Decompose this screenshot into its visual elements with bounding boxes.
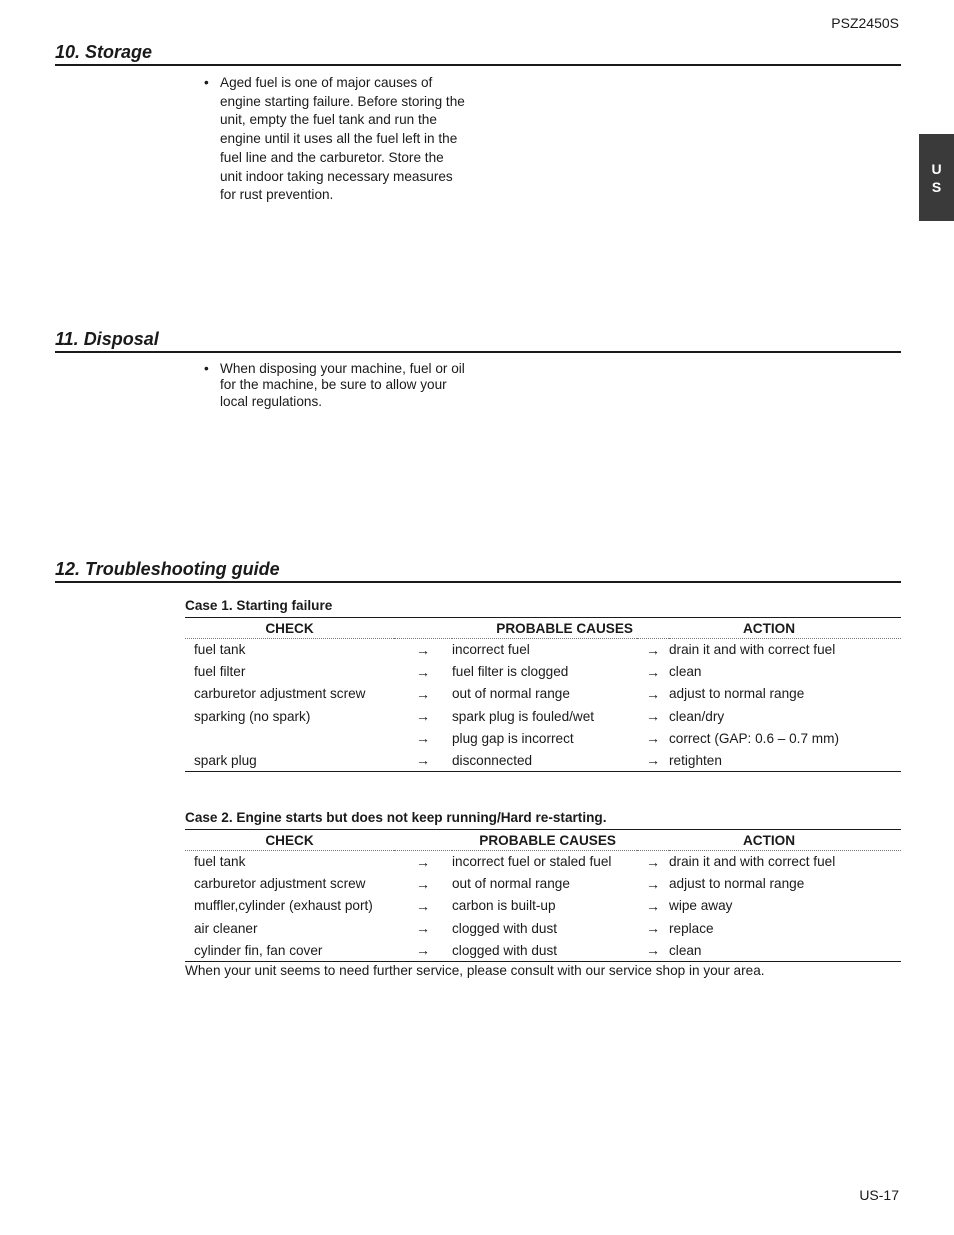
table-row [185,917,901,939]
arrow-icon: → [416,875,430,892]
disposal-bullet-text: When disposing your machine, fuel or oil for the machine, be sure to allow your local regulations. [220,361,465,409]
check-cell: muffler,cylinder (exhaust port) [194,898,373,914]
check-cell: carburetor adjustment screw [194,686,366,702]
storage-bullet [204,74,466,205]
table-row [185,851,901,873]
action-column-header: ACTION [637,618,901,639]
table-row [185,683,901,705]
cause-cell: incorrect fuel or staled fuel [452,854,612,870]
table-row [185,727,901,749]
check-cell: sparking (no spark) [194,708,311,724]
page-number: US-17 [859,1187,899,1203]
action-cell: retighten [669,749,901,771]
action-cell: correct (GAP: 0.6 – 0.7 mm) [669,730,839,746]
arrow-icon: → [416,730,430,747]
arrow-icon: → [646,708,660,725]
case1-header-row [185,618,901,639]
action-cell: wipe away [669,898,733,914]
arrow-icon: → [646,920,660,937]
arrow-icon: → [646,897,660,914]
arrow-icon: → [646,663,660,680]
arrow-icon: → [394,749,452,771]
table-row [185,705,901,727]
action-cell: clean/dry [669,708,725,724]
action-cell: clean [669,664,702,680]
action-cell: adjust to normal range [669,876,805,892]
table-row [185,939,901,961]
check-cell: air cleaner [194,920,258,936]
case2-table [185,829,901,962]
arrow-icon: → [416,641,430,658]
language-tab-letter: S [931,178,942,195]
arrow-icon: → [646,875,660,892]
cause-cell: plug gap is incorrect [452,730,574,746]
action-cell: drain it and with correct fuel [669,854,836,870]
table-row [185,895,901,917]
cause-cell: carbon is built-up [452,898,556,914]
arrow-icon: → [637,749,669,771]
table-row [185,639,901,661]
check-cell: fuel tank [194,642,246,658]
check-column-header: CHECK [185,618,394,639]
arrow-icon: → [416,708,430,725]
action-cell: clean [669,939,901,961]
arrow-icon: → [416,685,430,702]
language-tab [919,134,954,221]
arrow-icon: → [646,730,660,747]
storage-bullet-text: Aged fuel is one of major causes of engine starting failure. Before storing the unit, empty the fuel tank and run the engine until it uses all the fuel left in the fuel line and the carburetor. Store the unit indoor taking necessary measures for rust prevention. [220,75,465,203]
arrow-icon: → [416,853,430,870]
case2-title: Case 2. Engine starts but does not keep running/Hard re-starting. [185,810,607,825]
check-cell: fuel tank [194,854,246,870]
cause-cell: disconnected [452,749,637,771]
disposal-heading: 11. Disposal [55,328,901,353]
cause-cell: incorrect fuel [452,642,530,658]
bullet-marker: • [204,361,209,376]
arrow-icon: → [416,663,430,680]
check-cell: fuel filter [194,664,246,680]
check-cell: cylinder fin, fan cover [185,939,394,961]
table-row [185,873,901,895]
action-cell: drain it and with correct fuel [669,642,836,658]
arrow-icon: → [416,920,430,937]
table-row [185,749,901,771]
disposal-bullet [204,361,466,410]
storage-heading: 10. Storage [55,41,901,66]
arrow-icon: → [416,897,430,914]
bullet-marker: • [204,75,209,90]
troubleshooting-heading: 12. Troubleshooting guide [55,558,901,583]
case2-header-row [185,830,901,851]
case1-title: Case 1. Starting failure [185,598,333,613]
model-number: PSZ2450S [831,15,899,31]
table-row [185,661,901,683]
causes-column-header: PROBABLE CAUSES [394,830,637,851]
cause-cell: out of normal range [452,876,570,892]
check-column-header: CHECK [185,830,394,851]
cause-cell: clogged with dust [452,920,558,936]
cause-cell: clogged with dust [452,939,637,961]
cause-cell: fuel filter is clogged [452,664,569,680]
check-cell: spark plug [185,749,394,771]
action-cell: adjust to normal range [669,686,805,702]
causes-column-header: PROBABLE CAUSES [394,618,637,639]
arrow-icon: → [646,685,660,702]
cause-cell: spark plug is fouled/wet [452,708,595,724]
language-tab-letter: U [931,160,942,177]
arrow-icon: → [646,641,660,658]
case1-table [185,617,901,772]
action-column-header: ACTION [637,830,901,851]
arrow-icon: → [646,853,660,870]
action-cell: replace [669,920,714,936]
arrow-icon: → [394,939,452,961]
check-cell [185,727,394,749]
cause-cell: out of normal range [452,686,570,702]
check-cell: carburetor adjustment screw [194,876,366,892]
service-note: When your unit seems to need further service, please consult with our service shop in your area. [185,963,765,978]
arrow-icon: → [637,939,669,961]
